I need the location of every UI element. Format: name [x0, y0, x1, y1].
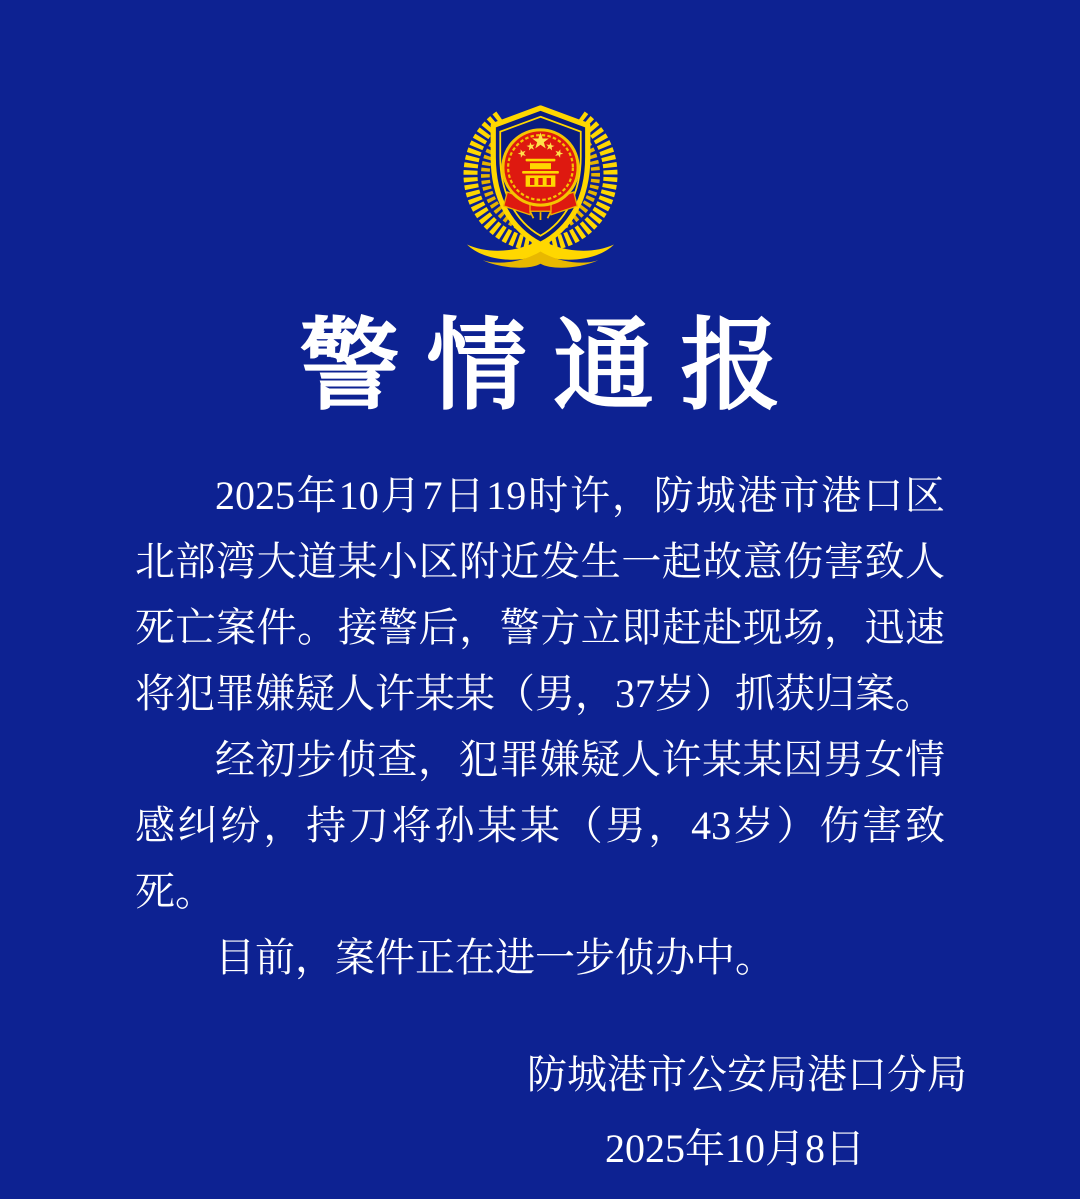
issuing-authority: 防城港市公安局港口分局 — [527, 1052, 967, 1097]
notice-body — [135, 463, 945, 991]
notice-paragraph-1: 2025年10月7日19时许，防城港市港口区北部湾大道某小区附近发生一起故意伤害致人死亡案件。接警后，警方立即赶赴现场，迅速将犯罪嫌疑人许某某（男，37岁）抓获归案。 — [135, 473, 945, 716]
notice-title: 警情通报 — [299, 311, 808, 422]
national-emblem-icon — [502, 130, 577, 205]
issue-date: 2025年10月8日 — [605, 1126, 865, 1171]
notice-paragraph-3: 目前，案件正在进一步侦办中。 — [215, 935, 775, 980]
signature-block — [527, 1049, 967, 1175]
notice-paragraph-2: 经初步侦查，犯罪嫌疑人许某某因男女情感纠纷，持刀将孙某某（男，43岁）伤害致死。 — [135, 737, 945, 914]
police-badge-icon — [453, 94, 628, 269]
